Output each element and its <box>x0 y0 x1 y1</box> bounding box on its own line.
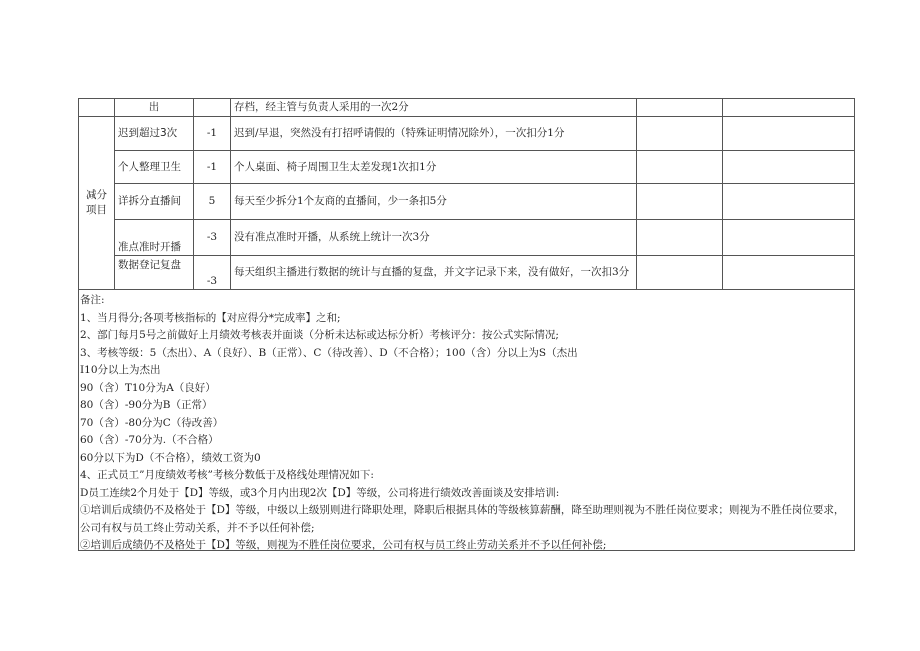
score-cell: 5 <box>194 184 231 220</box>
empty-cell <box>637 256 723 290</box>
desc-cell: 每天组织主播进行数据的统计与直播的复盘，并文字记录下来，没有做好，一次扣3分 <box>231 256 637 290</box>
note-line: 90（含）T10分为A（良好） <box>80 381 216 394</box>
desc-cell: 没有准点准时开播，从系统上统计一次3分 <box>231 220 637 256</box>
empty-cell <box>637 184 723 220</box>
category-cell: 减分项目 <box>79 117 115 290</box>
note-line: 70（含）-80分为C（待改善） <box>80 416 224 429</box>
desc-cell: 个人桌面、椅子周围卫生太差发现1次扣1分 <box>231 151 637 184</box>
empty-cell <box>637 151 723 184</box>
score-cell: -1 <box>194 117 231 151</box>
table-row <box>79 99 855 117</box>
item-cell: 个人整理卫生 <box>115 151 194 184</box>
empty-cell <box>723 220 855 256</box>
note-line: 60分以下为D（不合格），绩效工资为0 <box>80 451 261 464</box>
item-cell: 出 <box>115 99 194 117</box>
empty-cell <box>637 99 723 117</box>
item-cell: 迟到超过3次 <box>115 117 194 151</box>
empty-cell <box>723 184 855 220</box>
note-line: 1、当月得分;各项考核指标的【对应得分*完成率】之和; <box>80 311 341 324</box>
item-cell: 准点准时开播 <box>115 220 194 256</box>
table-row <box>79 220 855 256</box>
note-line: D员工连续2个月处于【D】等级，或3个月内出现2次【D】等级，公司将进行绩效改善面谈及安排培训: <box>80 486 560 499</box>
table-row <box>79 151 855 184</box>
empty-cell <box>637 117 723 151</box>
deduction-table <box>78 98 855 290</box>
score-cell: -3 <box>194 220 231 256</box>
note-line: I10分以上为杰出 <box>80 364 161 376</box>
note-line: ①培训后成绩仍不及格处于【D】等级，中级以上级别则进行降职处理，降职后根据具体的等级核算薪酬，降至助理则视为不胜任岗位要求；则视为不胜任岗位要求，公司有权与员工终止劳动关系，并不予以任何补偿; <box>80 504 845 534</box>
empty-cell <box>723 117 855 151</box>
desc-cell: 迟到/早退，突然没有打招呼请假的（特殊证明情况除外），一次扣分1分 <box>231 117 637 151</box>
score-cell <box>194 99 231 117</box>
empty-cell <box>723 151 855 184</box>
table-row <box>79 256 855 290</box>
desc-cell: 存档，经主管与负责人采用的一次2分 <box>231 99 637 117</box>
table-row <box>79 117 855 151</box>
item-cell: 详拆分直播间 <box>115 184 194 220</box>
notes-title: 备注: <box>80 294 105 306</box>
desc-cell: 每天至少拆分1个友商的直播间，少一条扣5分 <box>231 184 637 220</box>
table-row <box>79 184 855 220</box>
item-cell: 数据登记复盘 <box>115 256 194 290</box>
empty-cell <box>637 220 723 256</box>
note-line: 2、部门每月5号之前做好上月绩效考核表并面谈（分析未达标或达标分析）考核评分：按公式实际情况; <box>80 329 559 341</box>
empty-cell <box>723 256 855 290</box>
assessment-sheet <box>78 98 854 551</box>
note-line: 3、考核等级：5（杰出）、A（良好）、B（正常）、C（待改善）、D（不合格）；100（含）分以上为S（杰出 <box>80 346 578 359</box>
note-line: 60（含）-70分为.（不合格） <box>80 434 219 446</box>
note-line: 4、正式员工”月度绩效考核”考核分数低于及格线处理情况如下: <box>80 469 374 481</box>
note-line: ②培训后成绩仍不及格处于【D】等级，则视为不胜任岗位要求，公司有权与员工终止劳动关系并不予以任何补偿; <box>80 539 607 551</box>
empty-cell <box>79 99 115 117</box>
score-cell: -3 <box>194 256 231 290</box>
note-line: 80（含）-90分为B（正常） <box>80 399 213 411</box>
empty-cell <box>723 99 855 117</box>
notes-section <box>78 290 855 551</box>
score-cell: -1 <box>194 151 231 184</box>
